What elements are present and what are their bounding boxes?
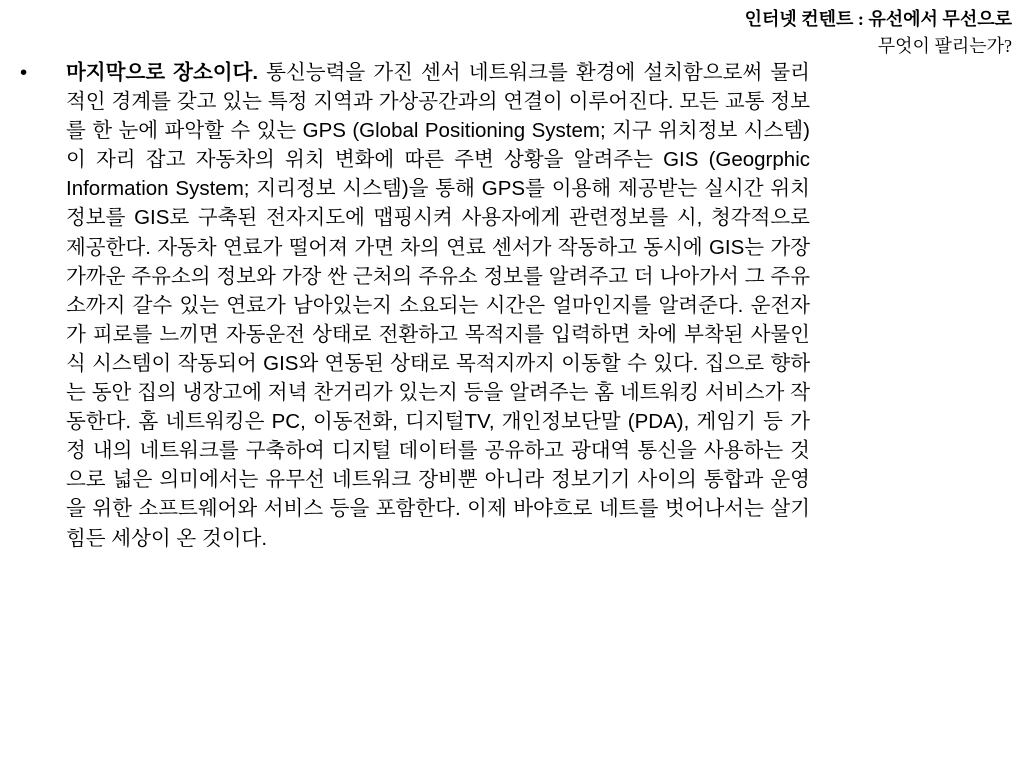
bullet-paragraph: [20, 58, 810, 553]
paragraph-text: [66, 58, 810, 553]
slide-header: [592, 6, 1012, 60]
paragraph-lead: 마지막으로 장소이다.: [66, 61, 259, 84]
slide-subtitle: 무엇이 팔리는가?: [877, 36, 1012, 56]
bullet-icon: •: [20, 61, 28, 84]
slide-content: [20, 58, 810, 553]
slide-title: 인터넷 컨텐트 : 유선에서 무선으로: [744, 9, 1012, 29]
paragraph-body: 통신능력을 가진 센서 네트워크를 환경에 설치함으로써 물리적인 경계를 갖고 있는 특정 지역과 가상공간과의 연결이 이루어진다. 모든 교통 정보를 한 눈에 파악할 수 있는 GPS (Global Positioning System; 지구 위치정보 시스템)이 자리 잡고 자동차의 위치 변화에 따른 주변 상황을 알려주는 GIS (Geogrphic Information System; 지리정보 시스템)을 통해 GPS를 이용해 제공받는 실시간 위치정보를 GIS로 구축된 전자지도에 맵핑시켜 사용자에게 관련정보를 시, 청각적으로 제공한다. 자동차 연료가 떨어져 가면 차의 연료 센서가 작동하고 동시에 GIS는 가장 가까운 주유소의 정보와 가장 싼 근처의 주유소 정보를 알려주고 더 나아가서 그 주유소까지 갈수 있는 연료가 남아있는지 소요되는 시간은 얼마인지를 알려준다. 운전자가 피로를 느끼면 자동운전 상태로 전환하고 목적지를 입력하면 차에 부착된 사물인식 시스템이 작동되어 GIS와 연동된 상태로 목적지까지 이동할 수 있다. 집으로 향하는 동안 집의 냉장고에 저녁 찬거리가 있는지 등을 알려주는 홈 네트워킹 서비스가 작동한다. 홈 네트워킹은 PC, 이동전화, 디지털TV, 개인정보단말 (PDA), 게임기 등 가정 내의 네트워크를 구축하여 디지털 데이터를 공유하고 광대역 통신을 사용하는 것으로 넓은 의미에서는 유무선 네트워크 장비뿐 아니라 정보기기 사이의 통합과 운영을 위한 소프트웨어와 서비스 등을 포함한다. 이제 바야흐로 네트를 벗어나서는 살기 힘든 세상이 온 것이다.: [66, 61, 810, 550]
